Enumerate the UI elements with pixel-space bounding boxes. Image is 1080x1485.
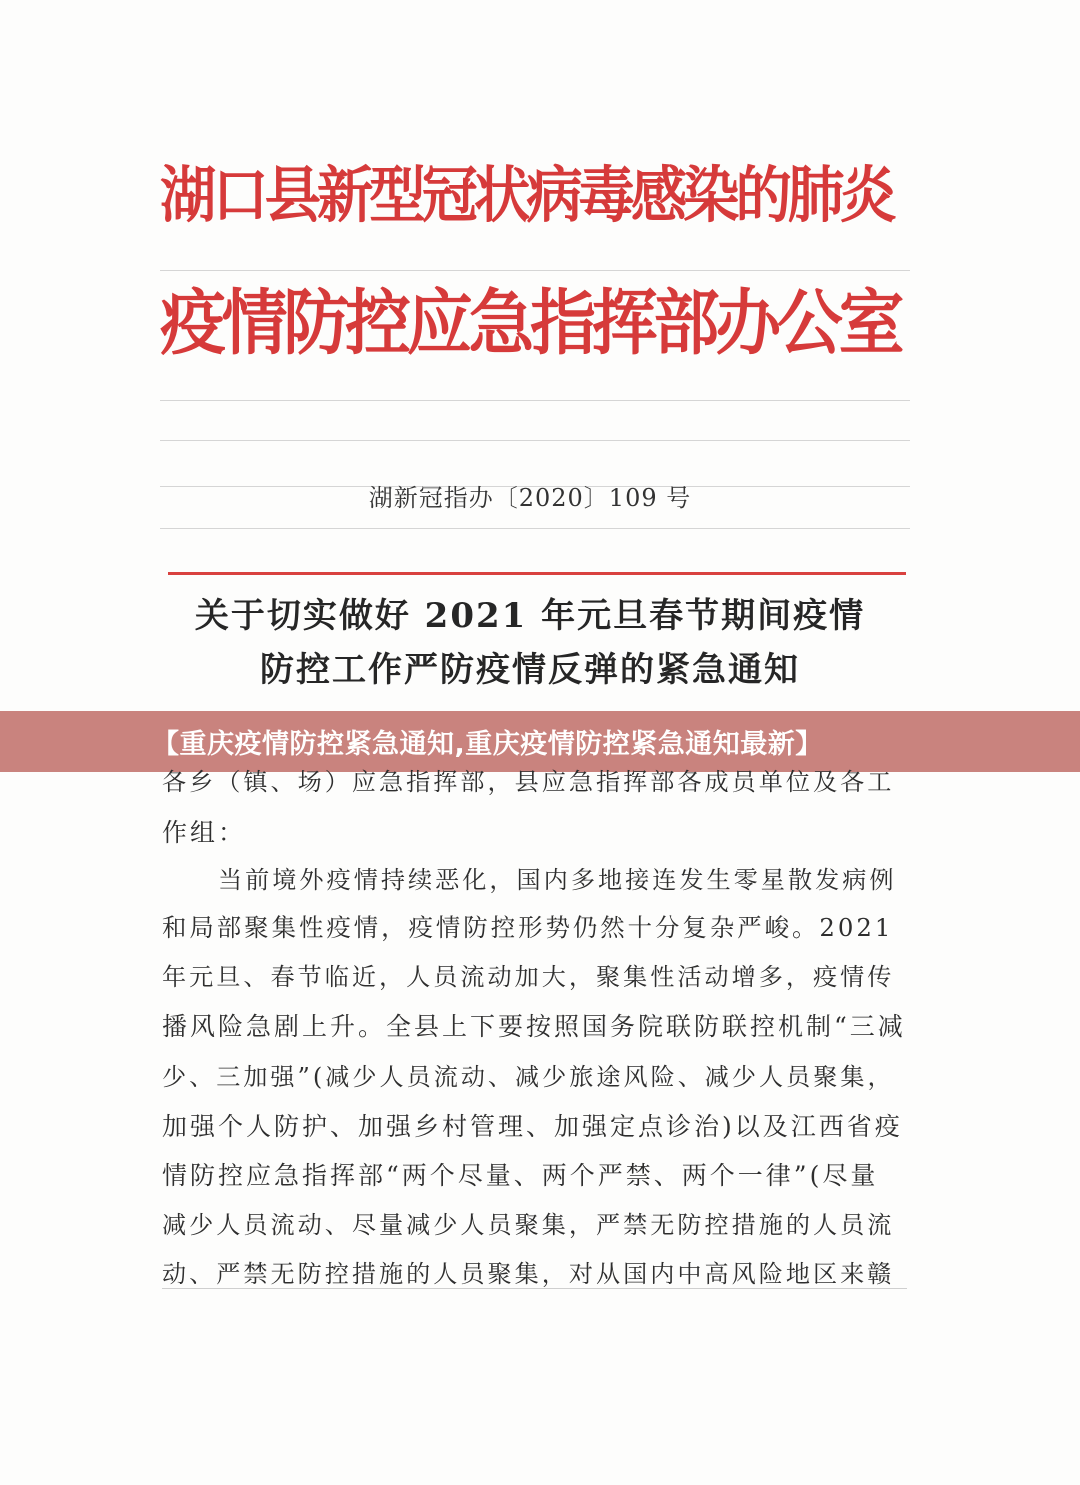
bleed-through-rule [160,440,910,441]
body-line: 情防控应急指挥部“两个尽量、两个严禁、两个一律”(尽量 [162,1161,879,1190]
bleed-through-rule [160,270,910,271]
banner-title: 【重庆疫情防控紧急通知,重庆疫情防控紧急通知最新】 [152,729,823,760]
body-line: 减少人员流动、尽量减少人员聚集，严禁无防控措施的人员流 [162,1211,895,1239]
letterhead-line-1: 湖口县新型冠状病毒感染的肺炎 [160,160,893,232]
body-line: 和局部聚集性疫情，疫情防控形势仍然十分复杂严峻。2021 [162,913,894,942]
body-line: 作组： [162,818,247,847]
notice-title-line-1: 关于切实做好 2021 年元旦春节期间疫情 [194,596,866,636]
body-line: 加强个人防护、加强乡村管理、加强定点诊治)以及江西省疫 [162,1112,903,1141]
notice-title-line-2: 防控工作严防疫情反弹的紧急通知 [260,650,800,690]
body-line: 各乡（镇、场）应急指挥部，县应急指挥部各成员单位及各工 [162,768,895,796]
letterhead-line-2: 疫情防控应急指挥部办公室 [160,282,901,365]
red-separator-rule [168,572,906,575]
bottom-rule [162,1288,907,1289]
bleed-through-rule [160,400,910,401]
document-number: 湖新冠指办〔2020〕109 号 [368,484,692,512]
body-line: 少、三加强”(减少人员流动、减少旅途风险、减少人员聚集， [162,1063,895,1091]
body-line: 动、严禁无防控措施的人员聚集，对从国内中高风险地区来赣 [162,1260,895,1288]
doc-number-bottom-rule [160,528,910,529]
body-line: 年元旦、春节临近，人员流动加大，聚集性活动增多，疫情传 [162,963,895,991]
body-paragraph-first-line: 当前境外疫情持续恶化，国内多地接连发生零星散发病例 [218,866,897,894]
body-line: 播风险急剧上升。全县上下要按照国务院联防联控机制“三减 [162,1012,906,1041]
